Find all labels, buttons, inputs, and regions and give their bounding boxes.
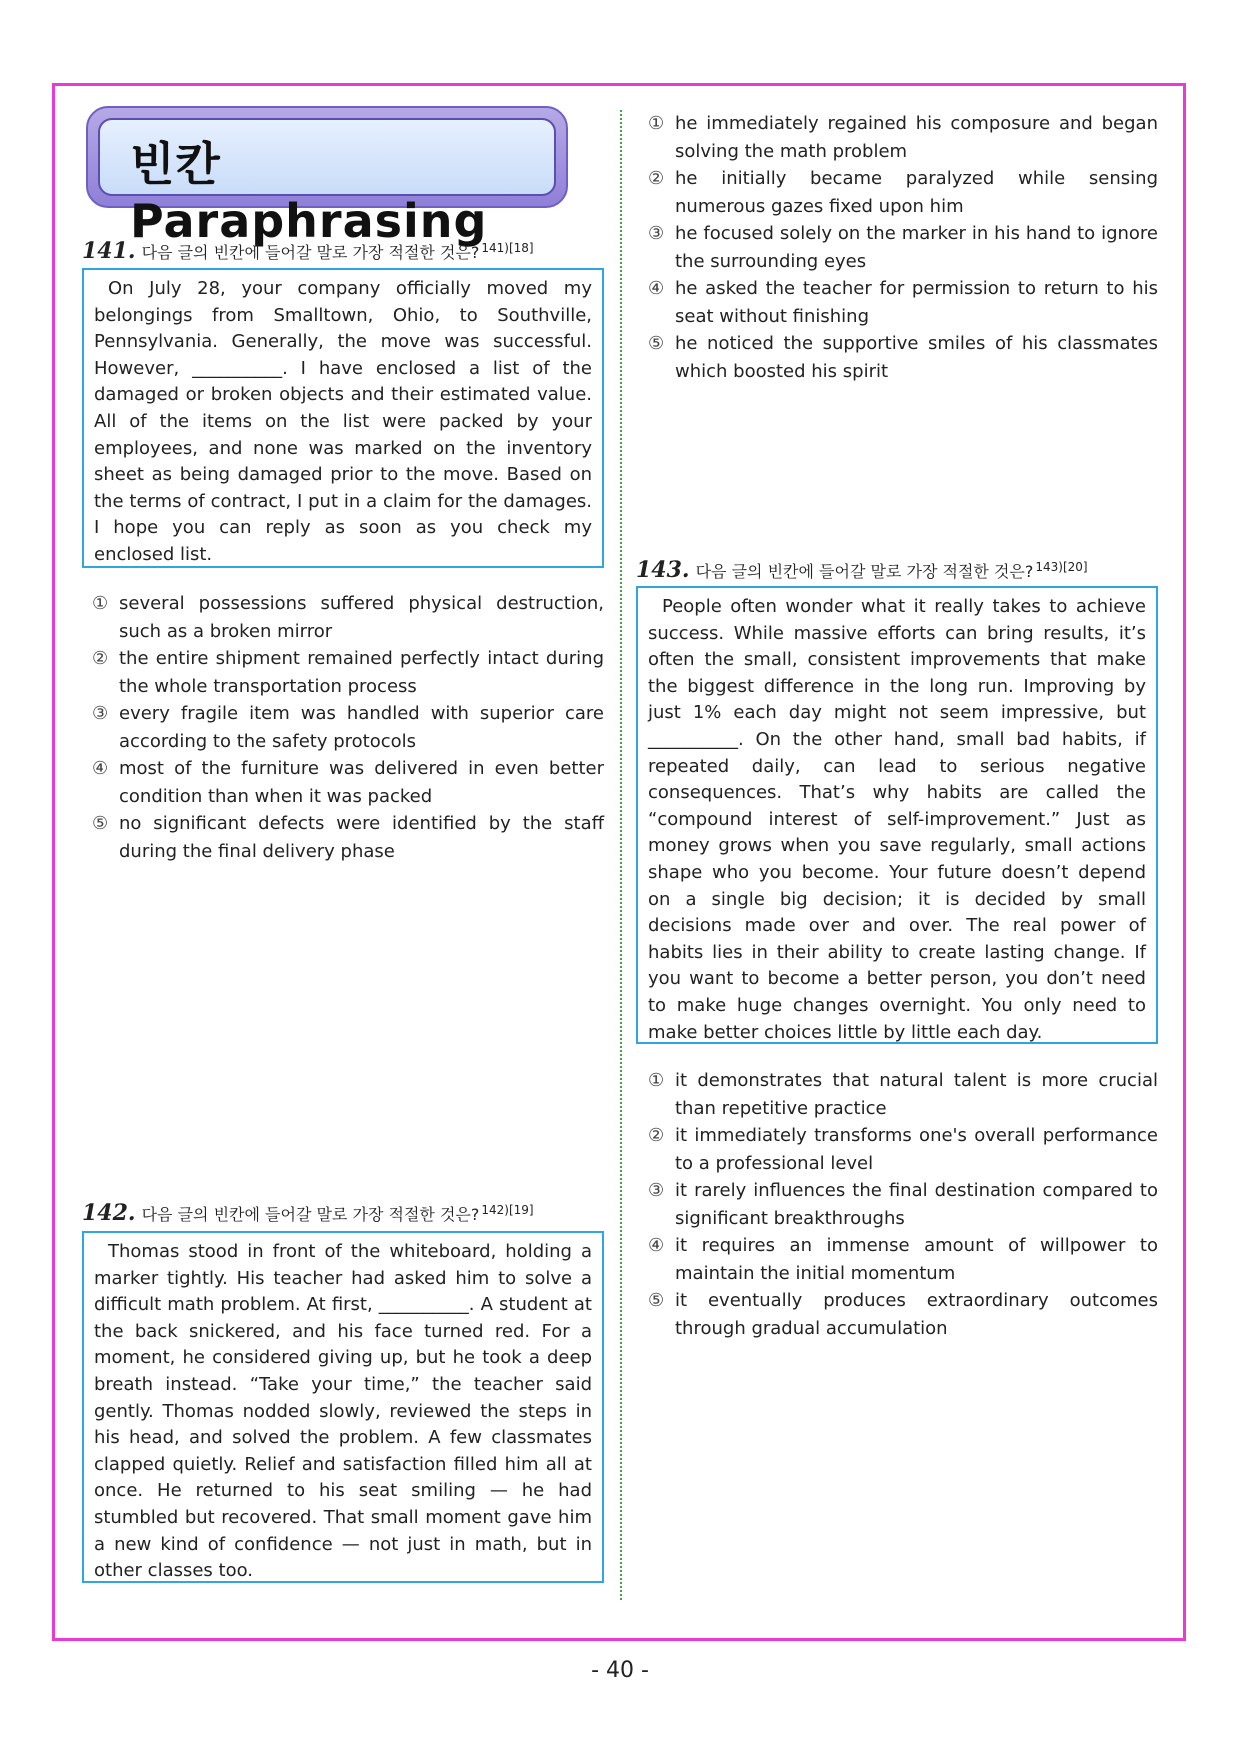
option-1[interactable] — [648, 1067, 1158, 1122]
section-title: 빈칸 Paraphrasing — [130, 137, 488, 248]
option-text: most of the furniture was delivered in even better condition than when it was packed — [119, 758, 604, 807]
question-ref: 142)[19] — [481, 1202, 534, 1217]
question-143-options — [648, 1067, 1158, 1342]
option-4[interactable] — [648, 1232, 1158, 1287]
question-143-header — [636, 557, 1088, 583]
question-number: 142. — [82, 1200, 136, 1226]
option-5[interactable] — [648, 1287, 1158, 1342]
question-142-options — [648, 110, 1158, 385]
option-4[interactable] — [92, 755, 604, 810]
option-mark: ⑤ — [648, 333, 665, 354]
question-141-passage — [82, 268, 604, 568]
option-2[interactable] — [648, 165, 1158, 220]
option-mark: ④ — [648, 1235, 665, 1256]
option-2[interactable] — [92, 645, 604, 700]
question-142-passage — [82, 1231, 604, 1583]
question-143-passage — [636, 586, 1158, 1044]
option-mark: ⑤ — [648, 1290, 665, 1311]
option-3[interactable] — [648, 220, 1158, 275]
question-141-options — [92, 590, 604, 865]
option-1[interactable] — [92, 590, 604, 645]
option-text: every fragile item was handled with superior care according to the safety protocols — [119, 703, 604, 752]
option-text: he asked the teacher for permission to return to his seat without finishing — [675, 278, 1158, 327]
option-2[interactable] — [648, 1122, 1158, 1177]
passage-text: On July 28, your company officially moved my belongings from Smalltown, Ohio, to Southville, Pennsylvania. Generally, the move was successful. However, __________. I have enclosed a list of the damaged or broken objects and their estimated value. All of the items on the list were packed by your employees, and none was marked on the inventory sheet as being damaged prior to the move. Based on the terms of contract, I put in a claim for the damages. I hope you can reply as soon as you check my enclosed list. — [94, 278, 592, 565]
option-mark: ① — [648, 113, 665, 134]
option-mark: ③ — [648, 223, 665, 244]
option-mark: ⑤ — [92, 813, 109, 834]
option-text: he focused solely on the marker in his hand to ignore the surrounding eyes — [675, 223, 1158, 272]
question-prompt: 다음 글의 빈칸에 들어갈 말로 가장 적절한 것은? — [141, 1205, 480, 1224]
question-142-header — [82, 1200, 534, 1226]
option-3[interactable] — [648, 1177, 1158, 1232]
option-text: it immediately transforms one's overall performance to a professional level — [675, 1125, 1158, 1174]
option-mark: ② — [92, 648, 109, 669]
option-mark: ④ — [648, 278, 665, 299]
question-141-header — [82, 238, 534, 264]
question-ref: 141)[18] — [481, 240, 534, 255]
option-1[interactable] — [648, 110, 1158, 165]
option-text: he initially became paralyzed while sensing numerous gazes fixed upon him — [675, 168, 1158, 217]
question-prompt: 다음 글의 빈칸에 들어갈 말로 가장 적절한 것은? — [695, 562, 1034, 581]
option-5[interactable] — [92, 810, 604, 865]
option-mark: ④ — [92, 758, 109, 779]
option-text: several possessions suffered physical destruction, such as a broken mirror — [119, 593, 604, 642]
option-text: it requires an immense amount of willpower to maintain the initial momentum — [675, 1235, 1158, 1284]
option-text: he noticed the supportive smiles of his classmates which boosted his spirit — [675, 333, 1158, 382]
option-mark: ③ — [648, 1180, 665, 1201]
question-number: 141. — [82, 238, 136, 264]
passage-text: Thomas stood in front of the whiteboard, holding a marker tightly. His teacher had asked him to solve a difficult math problem. At first, __________. A student at the back snickered, and his face turned red. For a moment, he considered giving up, but he took a deep breath instead. “Take your time,” the teacher said gently. Thomas nodded slowly, reviewed the steps in his head, and solved the problem. A few classmates clapped quietly. Relief and satisfaction filled him all at once. He returned to his seat smiling — he had stumbled but recovered. That small moment gave him a new kind of confidence — not just in math, but in other classes too. — [94, 1241, 592, 1582]
option-mark: ③ — [92, 703, 109, 724]
option-text: it demonstrates that natural talent is more crucial than repetitive practice — [675, 1070, 1158, 1119]
option-5[interactable] — [648, 330, 1158, 385]
option-text: no significant defects were identified by the staff during the final delivery phase — [119, 813, 604, 862]
option-3[interactable] — [92, 700, 604, 755]
question-prompt: 다음 글의 빈칸에 들어갈 말로 가장 적절한 것은? — [141, 243, 480, 262]
option-text: the entire shipment remained perfectly intact during the whole transportation process — [119, 648, 604, 697]
option-text: it eventually produces extraordinary outcomes through gradual accumulation — [675, 1290, 1158, 1339]
passage-text: People often wonder what it really takes to achieve success. While massive efforts can bring results, it’s often the small, consistent improvements that make the biggest difference in the long run. Improving by just 1% each day might not seem impressive, but __________. On the other hand, small bad habits, if repeated daily, can lead to serious negative consequences. That’s why habits are called the “compound interest of self-improvement.” Just as money grows when you save regularly, small actions shape who you become. Your future doesn’t depend on a single big decision; it is decided by small decisions made over and over. The real power of habits lies in their ability to create lasting change. If you want to become a better person, you don’t need to make huge changes overnight. You only need to make better choices little by little each day. — [648, 596, 1146, 1043]
question-ref: 143)[20] — [1035, 559, 1088, 574]
option-4[interactable] — [648, 275, 1158, 330]
option-mark: ② — [648, 1125, 665, 1146]
column-divider — [620, 110, 622, 1600]
option-mark: ① — [648, 1070, 665, 1091]
question-number: 143. — [636, 557, 690, 583]
page-number: - 40 - — [591, 1658, 649, 1683]
option-text: it rarely influences the final destination compared to significant breakthroughs — [675, 1180, 1158, 1229]
option-mark: ① — [92, 593, 109, 614]
option-text: he immediately regained his composure and began solving the math problem — [675, 113, 1158, 162]
option-mark: ② — [648, 168, 665, 189]
